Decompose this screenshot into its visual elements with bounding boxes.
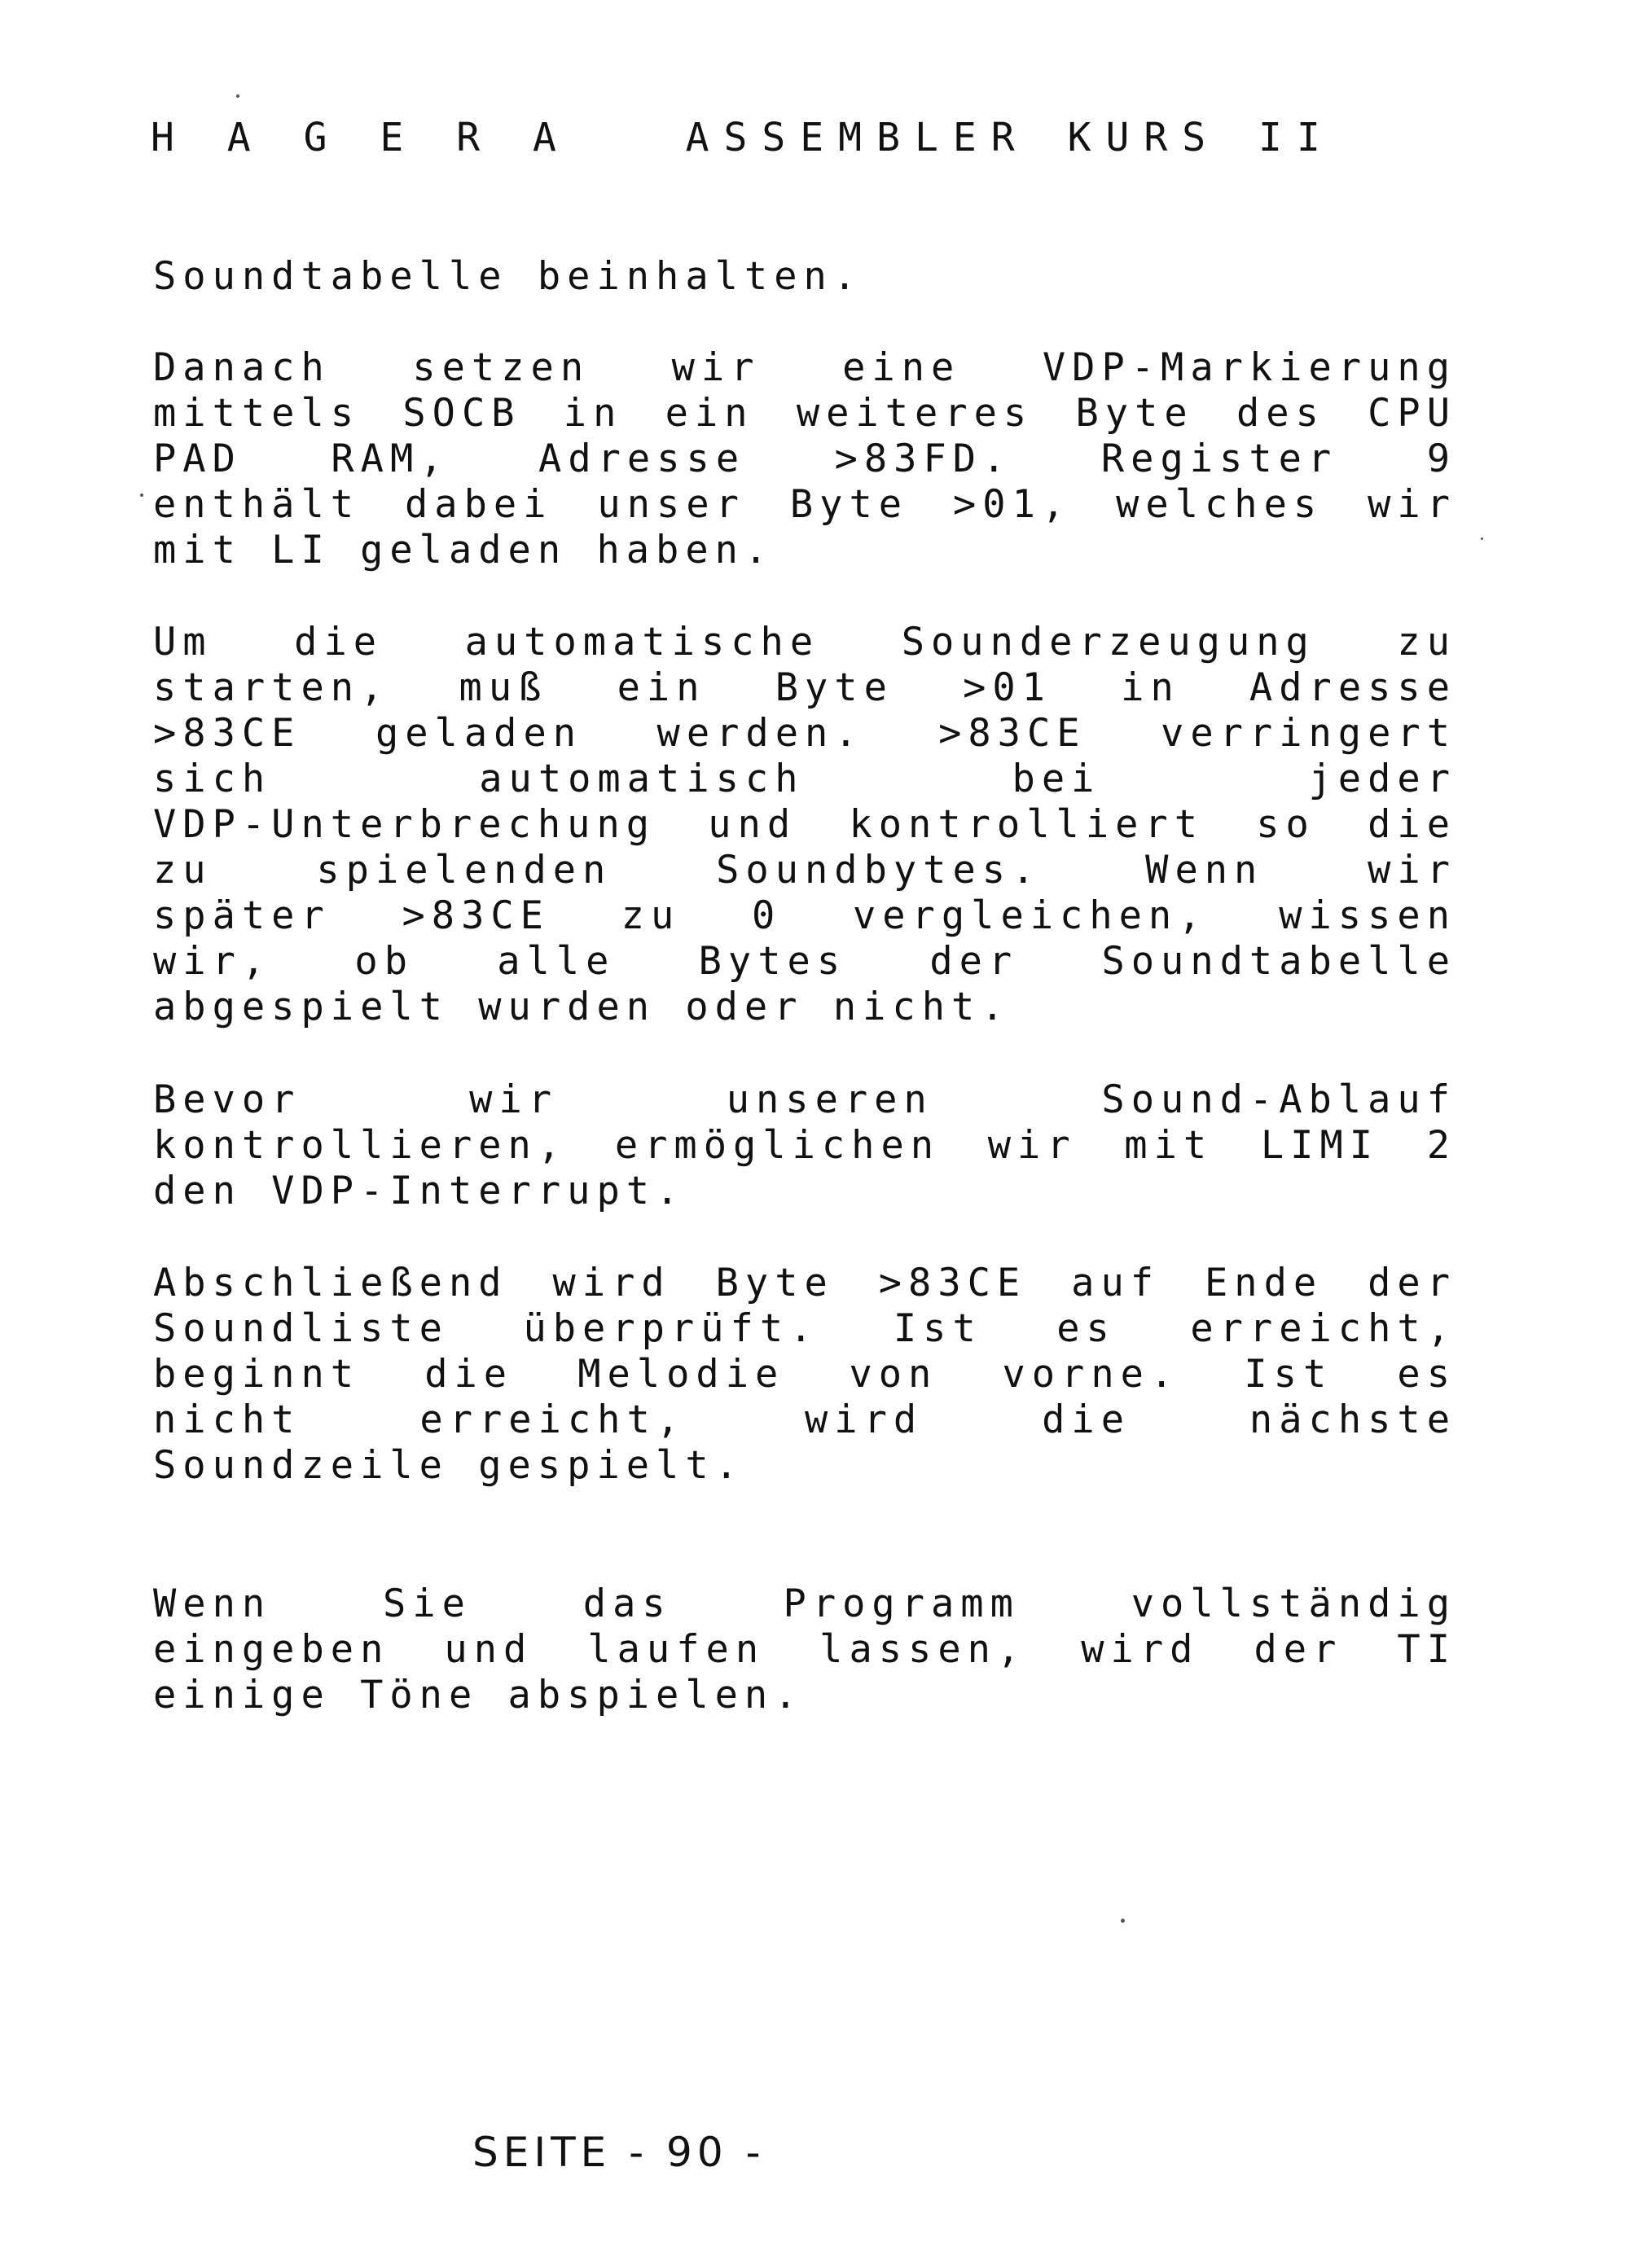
text-line: enthält dabei unser Byte >01, welches wir (153, 482, 1456, 527)
scan-speck (236, 94, 239, 98)
text-line: beginnt die Melodie von vorne. Ist es (153, 1352, 1456, 1397)
text-line: nicht erreicht, wird die nächste (153, 1397, 1456, 1442)
text-line: Wenn Sie das Programm vollständig (153, 1581, 1456, 1626)
text-line: den VDP-Interrupt. (153, 1169, 686, 1213)
page-header: H A G E R A ASSEMBLER KURS II (151, 115, 1335, 160)
page-number: SEITE - 90 - (472, 2129, 766, 2176)
text-line: >83CE geladen werden. >83CE verringert (153, 711, 1456, 756)
scan-speck (1481, 537, 1483, 540)
text-line: Soundtabelle beinhalten. (153, 254, 863, 299)
text-line: später >83CE zu 0 vergleichen, wissen (153, 893, 1456, 938)
text-line: kontrollieren, ermöglichen wir mit LIMI 2 (153, 1123, 1456, 1168)
text-line: eingeben und laufen lassen, wird der TI (153, 1627, 1456, 1672)
text-line: abgespielt wurden oder nicht. (153, 985, 1011, 1029)
text-line: starten, muß ein Byte >01 in Adresse (153, 665, 1456, 710)
text-line: PAD RAM, Adresse >83FD. Register 9 (153, 436, 1456, 481)
text-line: mit LI geladen haben. (153, 528, 775, 572)
text-line: sich automatisch bei jeder (153, 757, 1456, 801)
text-line: Bevor wir unseren Sound-Ablauf (153, 1077, 1456, 1122)
text-line: mittels SOCB in ein weiteres Byte des CPU (153, 391, 1456, 436)
text-line: einige Töne abspielen. (153, 1673, 804, 1717)
text-line: Soundliste überprüft. Ist es erreicht, (153, 1306, 1456, 1351)
scan-speck (140, 494, 143, 497)
text-line: Um die automatische Sounderzeugung zu (153, 620, 1456, 665)
text-line: zu spielenden Soundbytes. Wenn wir (153, 848, 1456, 893)
text-line: Abschließend wird Byte >83CE auf Ende der (153, 1261, 1456, 1305)
text-line: VDP-Unterbrechung und kontrolliert so die (153, 802, 1456, 847)
text-line: Danach setzen wir eine VDP-Markierung (153, 345, 1456, 390)
paragraph-6 (153, 1581, 1456, 1718)
paragraph-5 (153, 1261, 1456, 1489)
paragraph-3 (153, 620, 1456, 1030)
text-line: wir, ob alle Bytes der Soundtabelle (153, 939, 1456, 984)
text-line: Soundzeile gespielt. (153, 1443, 744, 1488)
paragraph-2 (153, 345, 1456, 573)
scan-speck (1121, 1919, 1125, 1923)
paragraph-1 (153, 254, 1456, 300)
paragraph-4 (153, 1077, 1456, 1214)
